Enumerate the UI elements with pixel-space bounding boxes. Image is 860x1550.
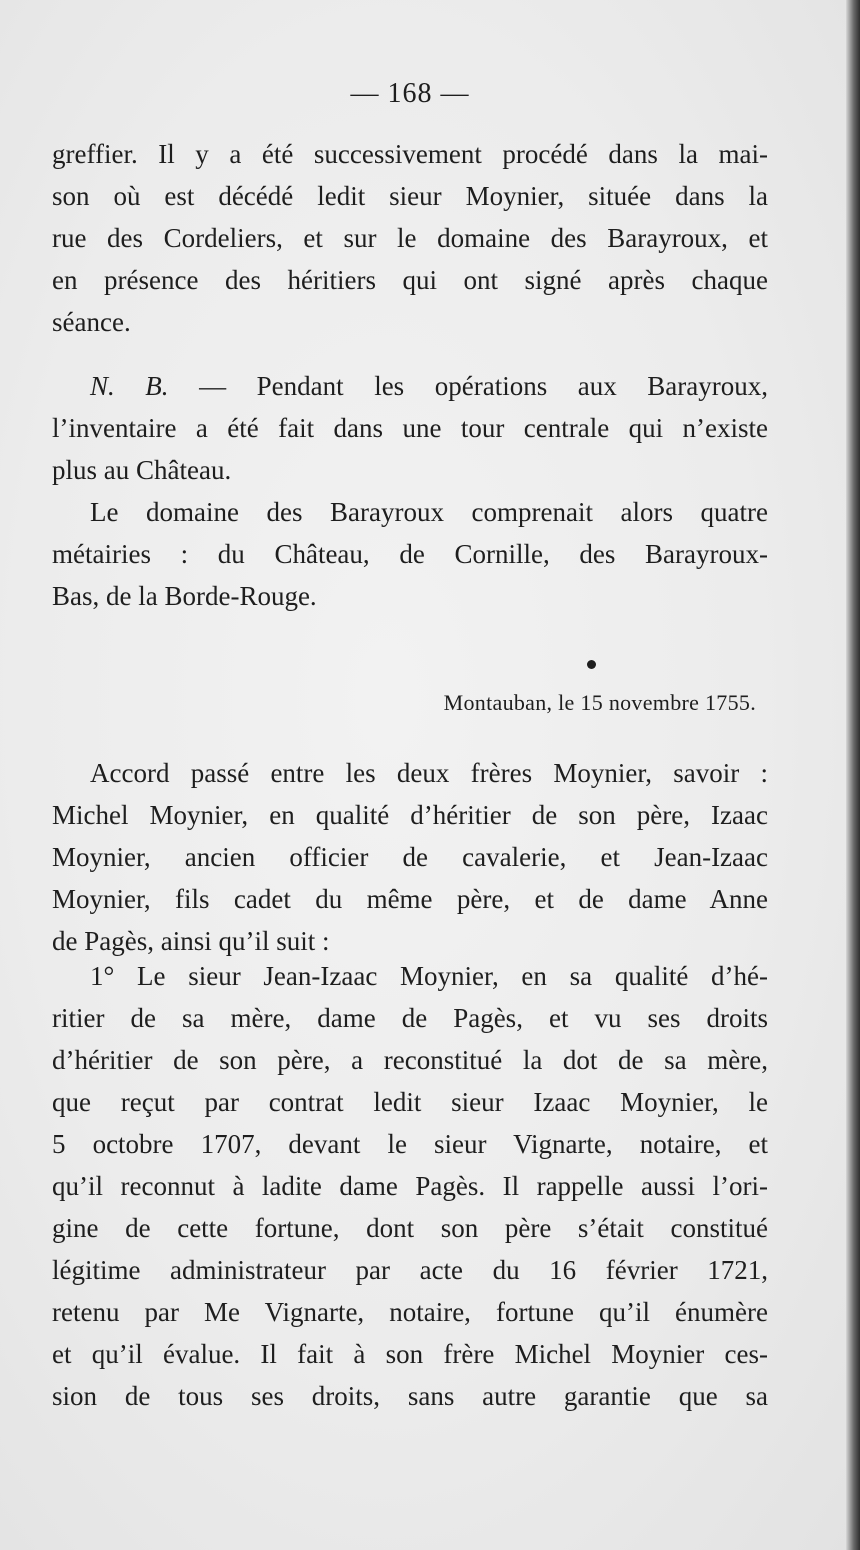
text-line: Accord passé entre les deux frères Moynier, savoir : (90, 758, 768, 788)
text-line (52, 365, 768, 407)
text-line: greffier. Il y a été successivement procédé dans la mai- (52, 139, 768, 169)
text-line: sion de tous ses droits, sans autre garantie que sa (52, 1381, 768, 1411)
text-line: légitime administrateur par acte du 16 février 1721, (52, 1255, 768, 1285)
page-number: — 168 — (350, 78, 470, 109)
text-line: Bas, de la Borde-Rouge. (52, 581, 317, 611)
dateline: Montauban, le 15 novembre 1755. (443, 690, 756, 715)
paragraph-nota-bene (52, 365, 768, 491)
text-line: qu’il reconnut à ladite dame Pagès. Il rappelle aussi l’ori- (52, 1171, 768, 1201)
text-line: l’inventaire a été fait dans une tour centrale qui n’existe (52, 413, 768, 443)
text-line: Le domaine des Barayroux comprenait alors quatre (90, 497, 768, 527)
paragraph-article-1 (52, 955, 768, 1417)
paragraph-accord (52, 752, 768, 962)
text-line: plus au Château. (52, 455, 232, 485)
section-dot-ornament (587, 660, 596, 669)
paragraph-domaine (52, 491, 768, 617)
text-line: Moynier, ancien officier de cavalerie, et Jean-Izaac (52, 842, 768, 872)
text-line: son où est décédé ledit sieur Moynier, située dans la (52, 181, 768, 211)
text-line: 1° Le sieur Jean-Izaac Moynier, en sa qualité d’hé- (90, 961, 768, 991)
paragraph-greffier (52, 133, 768, 343)
text-line: rue des Cordeliers, et sur le domaine des Barayroux, et (52, 223, 768, 253)
text-line: séance. (52, 307, 131, 337)
text-line: Michel Moynier, en qualité d’héritier de son père, Izaac (52, 800, 768, 830)
text-line: Moynier, fils cadet du même père, et de dame Anne (52, 884, 768, 914)
text-fragment: — Pendant les opérations aux Barayroux, (168, 371, 768, 401)
text-line: retenu par Me Vignarte, notaire, fortune qu’il énumère (52, 1297, 768, 1327)
nota-bene-label: N. B. (90, 371, 169, 401)
text-line: et qu’il évalue. Il fait à son frère Michel Moynier ces- (52, 1339, 768, 1369)
text-line: que reçut par contrat ledit sieur Izaac Moynier, le (52, 1087, 768, 1117)
text-line: ritier de sa mère, dame de Pagès, et vu ses droits (52, 1003, 768, 1033)
text-line: gine de cette fortune, dont son père s’était constitué (52, 1213, 768, 1243)
text-line: en présence des héritiers qui ont signé après chaque (52, 265, 768, 295)
page-edge-shadow (846, 0, 860, 1550)
text-line: métairies : du Château, de Cornille, des Barayroux- (52, 539, 768, 569)
text-line: 5 octobre 1707, devant le sieur Vignarte, notaire, et (52, 1129, 768, 1159)
text-line: de Pagès, ainsi qu’il suit : (52, 926, 330, 956)
text-line: d’héritier de son père, a reconstitué la dot de sa mère, (52, 1045, 768, 1075)
